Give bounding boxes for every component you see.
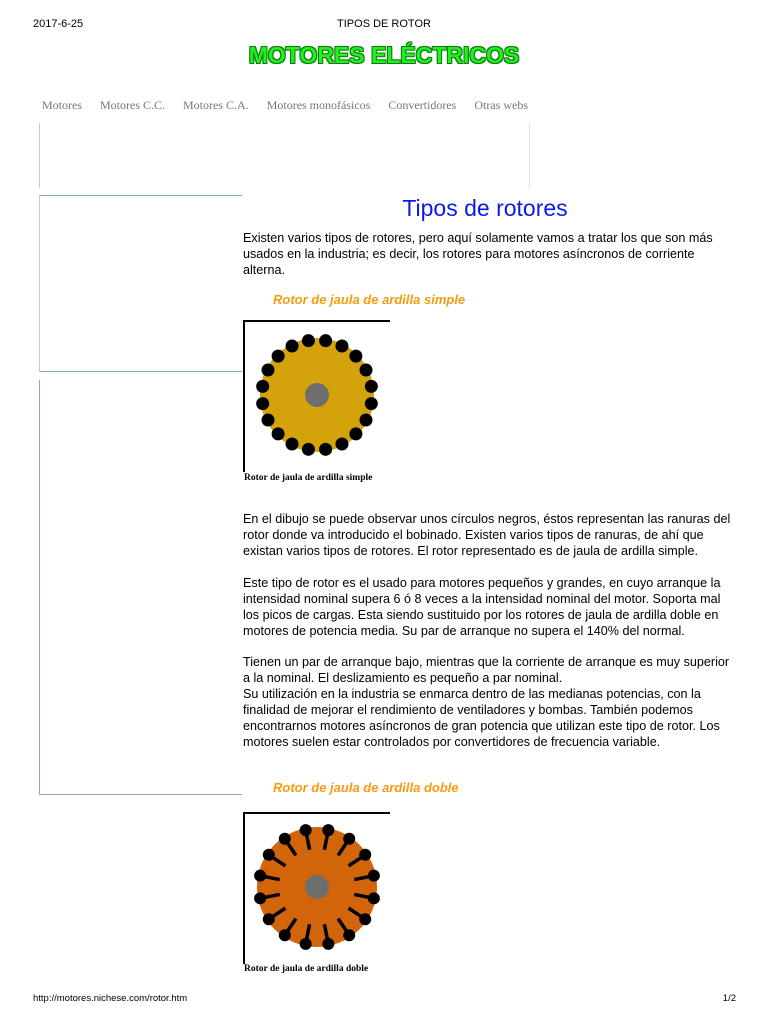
sidebar-frame-top [39, 195, 242, 372]
caption-doble: Rotor de jaula de ardilla doble [244, 964, 369, 974]
sidebar-frame-bottom [39, 380, 242, 795]
rotor-slot [272, 427, 285, 440]
rotor-slot [279, 929, 291, 941]
rotor-slot [263, 913, 275, 925]
body-paragraph-1: En el dibujo se puede observar unos círculos negros, éstos representan las ranuras del rotor donde va introducido el bobinado. Existen varios tipos de ranuras, de ahí que existan varios tipos de rotores. El rotor representado es de jaula de ardilla simple. [243, 512, 731, 558]
top-navigation [42, 98, 543, 113]
rotor-slot [360, 413, 373, 426]
rotor-slot [279, 833, 291, 845]
body-paragraph-2: Este tipo de rotor es el usado para motores pequeños y grandes, en cuyo arranque la intensidad nominal supera 6 ó 8 veces a la intensidad nominal del motor. Soporta mal los picos de cargas. Esta siendo sustituido por los rotores de jaula de ardilla doble en motores de potencia media. Su par de arranque no supera el 140% del normal. [243, 576, 721, 638]
rotor-slot [256, 380, 269, 393]
section-title-simple: Rotor de jaula de ardilla simple [273, 292, 466, 307]
rotor-slot [359, 849, 371, 861]
rotor-slot [319, 443, 332, 456]
body-paragraph-3: Tienen un par de arranque bajo, mientras que la corriente de arranque es muy superior a la nominal. El deslizamiento es pequeño a par nominal. [243, 655, 730, 685]
rotor-slot [360, 364, 373, 377]
footer-page-number: 1/2 [722, 993, 736, 1004]
rotor-slot [286, 438, 299, 451]
rotor-slot [365, 397, 378, 410]
intro-paragraph: Existen varios tipos de rotores, pero aquí solamente vamos a tratar los que son más usados en la industria; es decir, los rotores para motores asíncronos de corriente alterna. [243, 231, 713, 277]
print-date: 2017-6-25 [33, 18, 84, 30]
print-page-title: TIPOS DE ROTOR [337, 18, 431, 30]
rotor-doble-image [243, 812, 390, 964]
site-title[interactable]: MOTORES ELÉCTRICOS [248, 42, 520, 68]
rotor-slot [368, 892, 380, 904]
nav-link-convertidores[interactable]: Convertidores [388, 98, 457, 112]
caption-simple: Rotor de jaula de ardilla simple [244, 473, 373, 483]
rotor-slot [359, 913, 371, 925]
rotor-slot [322, 824, 334, 836]
rotor-slot [349, 427, 362, 440]
rotor-slot [286, 339, 299, 352]
rotor-slot [300, 824, 312, 836]
nav-link-motores-monofasicos[interactable]: Motores monofásicos [266, 98, 371, 112]
rotor-doble-diagram-icon [245, 814, 390, 964]
nav-link-motores[interactable]: Motores [42, 98, 82, 112]
rotor-slot [335, 438, 348, 451]
rotor-slot [256, 397, 269, 410]
rotor-slot [272, 350, 285, 363]
rotor-slot [343, 929, 355, 941]
nav-link-otras-webs[interactable]: Otras webs [474, 98, 528, 112]
rotor-simple-image [243, 320, 390, 472]
rotor-slot [335, 339, 348, 352]
top-banner-frame [39, 123, 530, 188]
rotor-slot [302, 443, 315, 456]
rotor-slot [349, 350, 362, 363]
rotor-slot [263, 849, 275, 861]
rotor-slot [319, 334, 332, 347]
rotor-slot [261, 364, 274, 377]
rotor-slot [365, 380, 378, 393]
rotor-slot [302, 334, 315, 347]
body-paragraph-4: Su utilización en la industria se enmarca dentro de las medianas potencias, con la finalidad de mejorar el rendimiento de ventiladores y bombas. También podemos encontrarnos motores asíncronos de gran potencia que utilizan este tipo de rotor. Los motores suelen estar controlados por convertidores de frecuencia variable. [243, 687, 720, 749]
rotor-slot [300, 938, 312, 950]
footer-url: http://motores.nichese.com/rotor.htm [33, 993, 188, 1004]
rotor-slot [368, 870, 380, 882]
rotor-slot [254, 892, 266, 904]
nav-link-motores-ca[interactable]: Motores C.A. [183, 98, 249, 112]
nav-link-motores-cc[interactable]: Motores C.C. [100, 98, 166, 112]
section-title-doble: Rotor de jaula de ardilla doble [273, 780, 459, 795]
rotor-slot [343, 833, 355, 845]
page-heading: Tipos de rotores [402, 195, 568, 221]
rotor-slot [254, 870, 266, 882]
rotor-slot [261, 413, 274, 426]
rotor-simple-diagram-icon [245, 322, 390, 472]
rotor-slot [322, 938, 334, 950]
